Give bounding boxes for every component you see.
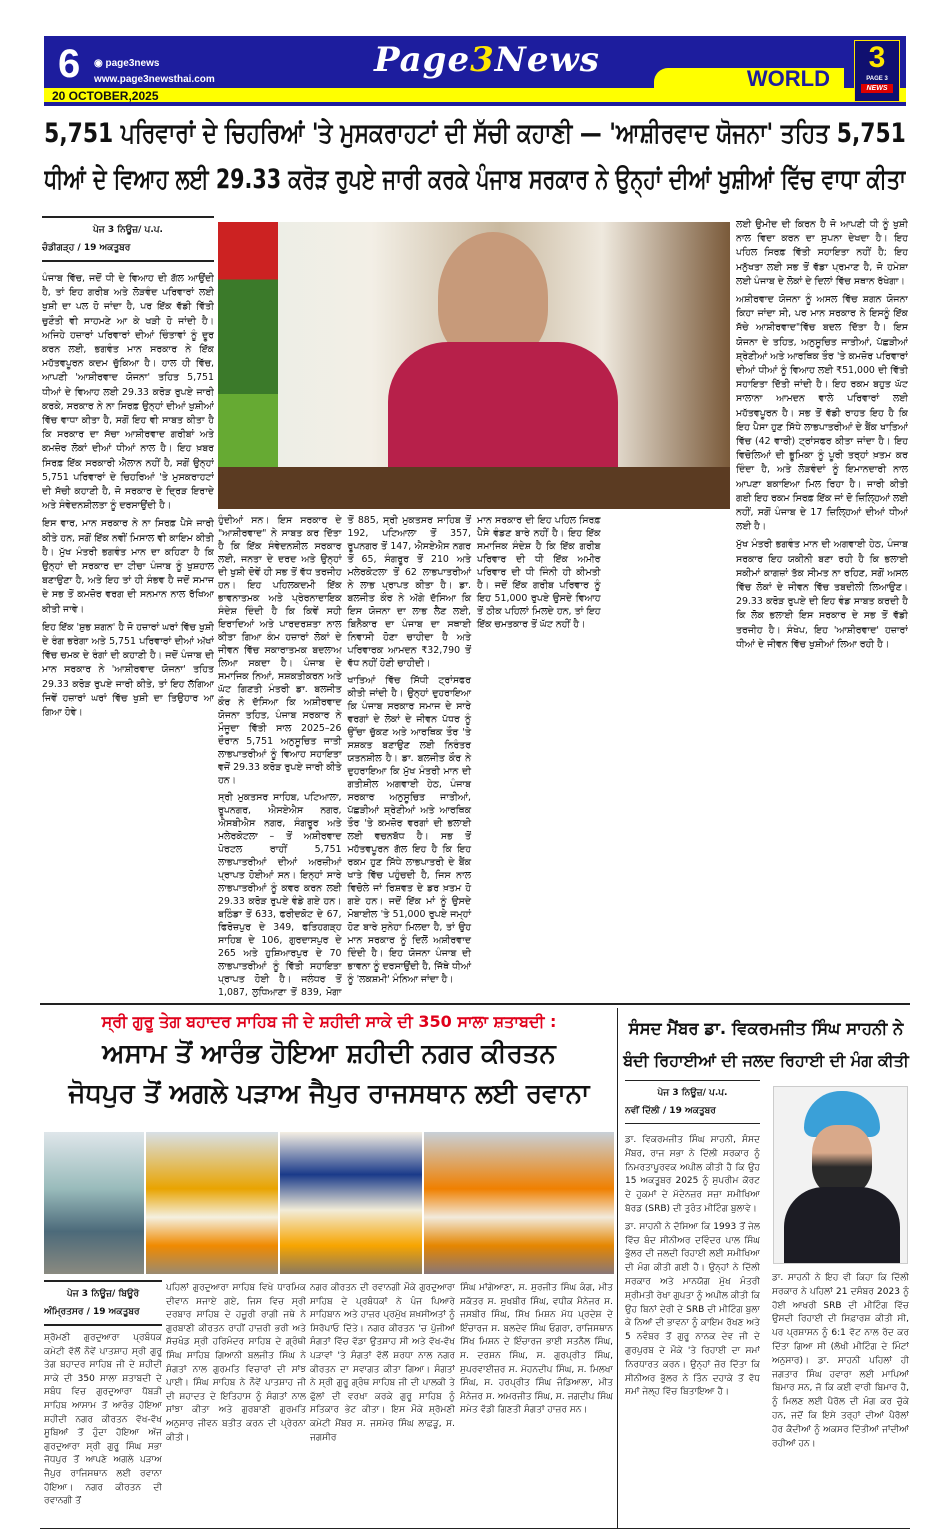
story2-headline-row-2 xyxy=(44,1076,614,1112)
paragraph: ਮੁੱਖ ਮੰਤਰੀ ਭਗਵੰਤ ਮਾਨ ਦੀ ਅਗਵਾਈ ਹੇਠ, ਪੰਜਾਬ ਸਰਕਾਰ ਇਹ ਯਕੀਨੀ ਬਣਾ ਰਹੀ ਹੈ ਕਿ ਭਲਾਈ ਸਕੀਮਾਂ ਕਾਗਜ਼ਾਂ ਤੱਕ ਸੀਮਤ ਨਾ ਰਹਿਣ, ਸਗੋਂ ਅਸਲ ਵਿੱਚ ਲੋਕਾਂ ਦੇ ਜੀਵਨ ਵਿੱਚ ਤਬਦੀਲੀ ਲਿਆਉਣ। 29.33 ਕਰੋੜ ਰੁਪਏ ਦੀ ਇਹ ਵੰਡ ਸਾਬਤ ਕਰਦੀ ਹੈ ਕਿ ਲੋਕ ਭਲਾਈ ਇਸ ਸਰਕਾਰ ਦੇ ਸਭ ਤੋਂ ਵੱਡੀ ਤਰਜੀਹ ਹੈ। ਸੰਖੇਪ, ਇਹ 'ਆਸ਼ੀਰਵਾਦ' ਹਜ਼ਾਰਾਂ ਧੀਆਂ ਦੇ ਜੀਵਨ ਵਿੱਚ ਖੁਸ਼ੀਆਂ ਲਿਆ ਰਹੀ ਹੈ। xyxy=(736,539,908,650)
story2-headline-line-2: ਜੋਧਪੁਰ ਤੋਂ ਅਗਲੇ ਪੜਾਅ ਜੈਪੁਰ ਰਾਜਸਥਾਨ ਲਈ ਰਵਾਨਾ xyxy=(68,1079,590,1109)
social-handle: ◉ page3news xyxy=(94,58,160,69)
byline-source: ਪੇਜ 3 ਨਿਊਜ਼/ ਬਿਊਰੋ xyxy=(66,1289,140,1299)
paragraph: ਨਗਰ ਕੀਰਤਨ ਦੀ ਰਵਾਨਗੀ ਮੌਕੇ ਗੁਰਦੁਆਰਾ ਸਾਹਿਬ ਦੇ ਪ੍ਰਬੰਧਕਾਂ ਨੇ ਪੰਜ ਪਿਆਰੇ ਸਾਹਿਬਾਨ ਅਤੇ ਹਾਜ਼ਰ ਪ੍ਰਮੁੱਖ ਸ਼ਖ਼ਸੀਅਤਾਂ ਨੂੰ ਸਿਰੋਪਾਓ ਦਿੱਤੇ। ਨਗਰ ਕੀਰਤਨ 'ਚ ਪੁੱਜੀਆਂ ਸੰਗਤਾਂ ਵਿੱਚ ਵੱਡਾ ਉਤਸ਼ਾਹ ਸੀ ਅਤੇ ਵੱਖ-ਵੱਖ ਪੜਾਵਾਂ 'ਤੇ ਸੰਗਤਾਂ ਵੱਲੋਂ ਸ਼ਰਧਾ ਨਾਲ ਨਗਰ ਕੀਰਤਨ ਦਾ ਸਵਾਗਤ ਕੀਤਾ ਗਿਆ। ਸੰਗਤਾਂ ਨੇ ਸ੍ਰੀ ਗੁਰੂ ਗ੍ਰੰਥ ਸਾਹਿਬ ਜੀ ਦੀ ਪਾਲਕੀ ਤੇ ਫੁੱਲਾਂ ਦੀ ਵਰਖਾ ਕਰਕੇ ਗੁਰੂ ਸਾਹਿਬ ਨੂੰ ਸਤਿਕਾਰ ਭੇਟ ਕੀਤਾ। ਇਸ ਮੌਕੇ ਸ਼੍ਰੋਮਣੀ ਕਮੇਟੀ ਮੈਂਬਰ ਸ. ਜਸਮੇਰ ਸਿੰਘ ਲਾਛੜੂ, ਸ. ਜਗਸੀਰ xyxy=(310,1283,455,1443)
main-article-columns-under-photo xyxy=(218,514,730,1000)
byline-place: ਚੰਡੀਗੜ੍ਹ / 19 ਅਕਤੂਬਰ xyxy=(42,243,131,253)
paragraph: ਹੁੰਦੀਆਂ ਸਨ। ਇਸ ਸਰਕਾਰ ਦੇ "ਆਸ਼ੀਰਵਾਦ" ਨੇ ਸਾਬਤ ਕਰ ਦਿੱਤਾ ਹੈ ਕਿ ਇੱਕ ਸੰਵੇਦਨਸ਼ੀਲ ਸਰਕਾਰ ਲਈ, ਜਨਤਾ ਦੇ ਦਰਦ ਅਤੇ ਉਨ੍ਹਾਂ ਦੀ ਖੁਸ਼ੀ ਦੋਵੇਂ ਹੀ ਸਭ ਤੋਂ ਵੱਧ ਤਰਜੀਹ ਹਨ। ਇਹ ਪਹਿਲਕਦਮੀ ਇੱਕ ਭਾਵਨਾਤਮਕ ਅਤੇ ਪ੍ਰੇਰਨਾਦਾਇਕ ਸੰਦੇਸ਼ ਦਿੰਦੀ ਹੈ ਕਿ ਕਿਵੇਂ ਸਹੀ ਇਰਾਦਿਆਂ ਅਤੇ ਪਾਰਦਰਸ਼ਤਾ ਨਾਲ ਕੀਤਾ ਗਿਆ ਕੰਮ ਹਜ਼ਾਰਾਂ ਲੋਕਾਂ ਦੇ ਜੀਵਨ ਵਿੱਚ ਸਕਾਰਾਤਮਕ ਬਦਲਾਅ ਲਿਆ ਸਕਦਾ ਹੈ। ਪੰਜਾਬ ਦੇ ਸਮਾਜਿਕ ਨਿਆਂ, ਸਸ਼ਕਤੀਕਰਨ ਅਤੇ ਘੱਟ ਗਿਣਤੀ ਮੰਤਰੀ ਡਾ. ਬਲਜੀਤ ਕੌਰ ਨੇ ਦੱਸਿਆ ਕਿ ਅਸ਼ੀਰਵਾਦ ਯੋਜਨਾ ਤਹਿਤ, ਪੰਜਾਬ ਸਰਕਾਰ ਨੇ ਮੌਜੂਦਾ ਵਿੱਤੀ ਸਾਲ 2025–26 ਦੌਰਾਨ 5,751 ਅਨੁਸੂਚਿਤ ਜਾਤੀ ਲਾਭਪਾਤਰੀਆਂ ਨੂੰ ਵਿਆਹ ਸਹਾਇਤਾ ਵਜੋਂ 29.33 ਕਰੋੜ ਰੁਪਏ ਜਾਰੀ ਕੀਤੇ ਹਨ। xyxy=(218,515,342,786)
page-bottom-rule xyxy=(40,1528,910,1529)
story2-column-1 xyxy=(44,1280,162,1526)
flowers-decor xyxy=(218,222,278,509)
desk xyxy=(218,467,730,509)
main-headline-row-1 xyxy=(44,112,906,156)
main-article-column-1 xyxy=(42,216,214,999)
byline-source: ਪੇਜ 3 ਨਿਊਜ਼/ ਪ.ਪ. xyxy=(657,1088,728,1098)
paragraph: ਇਹ ਇੱਕ 'ਸ਼ੁਭ ਸ਼ਗਨ' ਹੈ ਜੋ ਹਜ਼ਾਰਾਂ ਘਰਾਂ ਵਿੱਚ ਖੁਸ਼ੀ ਦੇ ਰੰਗ ਭਰੇਗਾ ਅਤੇ 5,751 ਪਰਿਵਾਰਾਂ ਦੀਆਂ ਅੱਖਾਂ ਵਿੱਚ ਚਮਕ ਦੇ ਰੰਗਾਂ ਦੀ ਕਹਾਣੀ ਹੈ। ਜਦੋਂ ਪੰਜਾਬ ਦੀ ਮਾਨ ਸਰਕਾਰ ਨੇ 'ਆਸ਼ੀਰਵਾਦ ਯੋਜਨਾ' ਤਹਿਤ 29.33 ਕਰੋੜ ਰੁਪਏ ਜਾਰੀ ਕੀਤੇ, ਤਾਂ ਇਹ ਲੱਗਿਆ ਜਿਵੇਂ ਹਜ਼ਾਰਾਂ ਘਰਾਂ ਵਿੱਚ ਖੁਸ਼ੀ ਦਾ ਤਿਉਹਾਰ ਆ ਗਿਆ ਹੋਵੇ। xyxy=(42,621,214,719)
badge-label: PAGE 3 xyxy=(866,76,888,82)
byline-place: ਅੰਮ੍ਰਿਤਸਰ / 19 ਅਕਤੂਬਰ xyxy=(44,1307,140,1317)
procession-photo-3 xyxy=(280,1132,422,1274)
minister-photo xyxy=(218,222,730,509)
jacket xyxy=(784,1187,900,1264)
byline xyxy=(42,216,214,262)
paragraph: ਪੰਜਾਬ ਵਿੱਚ, ਜਦੋਂ ਧੀ ਦੇ ਵਿਆਹ ਦੀ ਗੱਲ ਆਉਂਦੀ ਹੈ, ਤਾਂ ਇਹ ਗਰੀਬ ਅਤੇ ਲੋੜਵੰਦ ਪਰਿਵਾਰਾਂ ਲਈ ਖੁਸ਼ੀ ਦਾ ਪਲ ਹੋ ਜਾਂਦਾ ਹੈ, ਪਰ ਇੱਕ ਵੱਡੀ ਵਿੱਤੀ ਚੁਣੌਤੀ ਵੀ ਸਾਹਮਣੇ ਆ ਕੇ ਖੜੀ ਹੋ ਜਾਂਦੀ ਹੈ। ਅਜਿਹੇ ਹਜ਼ਾਰਾਂ ਪਰਿਵਾਰਾਂ ਦੀਆਂ ਚਿੰਤਾਵਾਂ ਨੂੰ ਦੂਰ ਕਰਨ ਲਈ, ਭਗਵੰਤ ਮਾਨ ਸਰਕਾਰ ਨੇ ਇੱਕ ਮਹੱਤਵਪੂਰਨ ਕਦਮ ਚੁੱਕਿਆ ਹੈ। ਹਾਲ ਹੀ ਵਿੱਚ, ਆਪਣੀ 'ਆਸ਼ੀਰਵਾਦ ਯੋਜਨਾ' ਤਹਿਤ 5,751 ਧੀਆਂ ਦੇ ਵਿਆਹ ਲਈ 29.33 ਕਰੋੜ ਰੁਪਏ ਜਾਰੀ ਕਰਕੇ, ਸਰਕਾਰ ਨੇ ਨਾ ਸਿਰਫ਼ ਉਨ੍ਹਾਂ ਦੀਆਂ ਖੁਸ਼ੀਆਂ ਵਿੱਚ ਵਾਧਾ ਕੀਤਾ ਹੈ, ਸਗੋਂ ਇਹ ਵੀ ਸਾਬਤ ਕੀਤਾ ਹੈ ਕਿ ਸਰਕਾਰ ਦਾ ਸੱਚਾ ਆਸ਼ੀਰਵਾਦ ਗਰੀਬਾਂ ਅਤੇ ਕਮਜ਼ੋਰ ਲੋਕਾਂ ਦੀਆਂ ਧੀਆਂ ਨਾਲ ਹੈ। ਇਹ ਖ਼ਬਰ ਸਿਰਫ਼ ਇੱਕ ਸਰਕਾਰੀ ਐਲਾਨ ਨਹੀਂ ਹੈ, ਸਗੋਂ ਉਨ੍ਹਾਂ 5,751 ਪਰਿਵਾਰਾਂ ਦੇ ਚਿਹਰਿਆਂ 'ਤੇ ਮੁਸਕਰਾਹਟਾਂ ਦੀ ਸੱਚੀ ਕਹਾਣੀ ਹੈ, ਜੋ ਸਰਕਾਰ ਦੇ ਦ੍ਰਿੜ ਇਰਾਦੇ ਅਤੇ ਸੰਵੇਦਨਸ਼ੀਲਤਾ ਨੂੰ ਦਰਸਾਉਂਦੀ ਹੈ। xyxy=(42,273,214,512)
paragraph: ਸ੍ਰੀ ਮੁਕਤਸਰ ਸਾਹਿਬ, ਪਟਿਆਲਾ, ਰੂਪਨਗਰ, ਐਸਏਐਸ ਨਗਰ, ਐਸਬੀਐਸ ਨਗਰ, ਸੰਗਰੂਰ ਅਤੇ ਮਲੇਰਕੋਟਲਾ – ਤੋਂ ਅਸ਼ੀਰਵਾਦ ਪੋਰਟਲ ਰਾਹੀਂ 5,751 ਲਾਭਪਾਤਰੀਆਂ ਦੀਆਂ ਅਰਜ਼ੀਆਂ ਪ੍ਰਾਪਤ ਹੋਈਆਂ ਸਨ। ਇਨ੍ਹਾਂ ਸਾਰੇ ਲਾਭਪਾਤਰੀਆਂ ਨੂੰ ਕਵਰ ਕਰਨ ਲਈ 29.33 ਕਰੋੜ ਰੁਪਏ ਵੰਡੇ ਗਏ ਹਨ। ਬਠਿੰਡਾ ਤੋਂ 633, ਫਰੀਦਕੋਟ ਦੇ 67, ਫਿਰੋਜ਼ਪੁਰ ਦੇ 349, ਫਤਿਹਗੜ੍ਹ ਸਾਹਿਬ ਦੇ 106, ਗੁਰਦਾਸਪੁਰ ਦੇ 265 ਅਤੇ ਹੁਸ਼ਿਆਰਪੁਰ ਦੇ 70 ਲਾਭਪਾਤਰੀਆਂ ਨੂੰ ਵਿੱਤੀ ਸਹਾਇਤਾ ਪ੍ਰਾਪਤ ਹੋਈ ਹੈ। ਜਲੰਧਰ ਤੋਂ 1,087, ਲੁਧਿਆਣਾ ਤੋਂ 839, ਮੋਗਾ ਤੋਂ 885, ਸ੍ਰੀ ਮੁਕਤਸਰ ਸਾਹਿਬ ਤੋਂ 192, ਪਟਿਆਲਾ ਤੋਂ 357, ਰੂਪਨਗਰ ਤੋਂ 147, ਐਸਏਐਸ ਨਗਰ ਤੋਂ 65, ਸੰਗਰੂਰ ਤੋਂ 210 ਅਤੇ ਮਲੇਰਕੋਟਲਾ ਤੋਂ 62 ਲਾਭਪਾਤਰੀਆਂ ਨੇ ਲਾਭ ਪ੍ਰਾਪਤ ਕੀਤਾ ਹੈ। ਡਾ. ਬਲਜੀਤ ਕੌਰ ਨੇ ਅੱਗੇ ਦੱਸਿਆ ਕਿ ਇਸ ਯੋਜਨਾ ਦਾ ਲਾਭ ਲੈਣ ਲਈ, ਬਿਨੈਕਾਰ ਦਾ ਪੰਜਾਬ ਦਾ ਸਥਾਈ ਨਿਵਾਸੀ ਹੋਣਾ ਚਾਹੀਦਾ ਹੈ ਅਤੇ ਪਰਿਵਾਰਕ ਆਮਦਨ ₹32,790 ਤੋਂ ਵੱਧ ਨਹੀਂ ਹੋਣੀ ਚਾਹੀਦੀ। xyxy=(218,515,471,998)
story3-column-2 xyxy=(772,1272,909,1526)
badge-number: 3 xyxy=(868,41,886,74)
paragraph: ਡਾ. ਸਾਹਨੀ ਨੇ ਇਹ ਵੀ ਕਿਹਾ ਕਿ ਦਿੱਲੀ ਸਰਕਾਰ ਨੇ ਪਹਿਲਾਂ 21 ਦਸੰਬਰ 2023 ਨੂੰ ਹੋਈ ਆਖਰੀ SRB ਦੀ ਮੀਟਿੰਗ ਵਿੱਚ ਉਸਦੀ ਰਿਹਾਈ ਦੀ ਸਿਫ਼ਾਰਸ਼ ਕੀਤੀ ਸੀ, ਪਰ ਪ੍ਰਸ਼ਾਸਨ ਨੂੰ 6:1 ਵੋਟ ਨਾਲ ਰੱਦ ਕਰ ਦਿੱਤਾ ਗਿਆ ਸੀ (ਲੱਖੀ ਮੀਟਿੰਗ ਦੇ ਮਿੰਟਾਂ ਅਨੁਸਾਰ)। ਡਾ. ਸਾਹਨੀ ਪਹਿਲਾਂ ਹੀ ਜਗਤਾਰ ਸਿੰਘ ਹਵਾਰਾ ਲਈ ਮਾਪਿਆਂ ਬਿਮਾਰ ਸਨ, ਜੋ ਕਿ ਕਈ ਵਾਰੀ ਬਿਮਾਰ ਹੈ, ਨੂੰ ਮਿਲਣ ਲਈ ਪੈਰੋਲ ਦੀ ਮੰਗ ਕਰ ਚੁੱਕੇ ਹਨ, ਜਦੋਂ ਕਿ ਇਸੇ ਤਰ੍ਹਾਂ ਦੀਆਂ ਪੈਰੋਲਾਂ ਹੋਰ ਕੈਦੀਆਂ ਨੂੰ ਅਕਸਰ ਦਿੱਤੀਆਂ ਜਾਂਦੀਆਂ ਰਹੀਆਂ ਹਨ। xyxy=(772,1273,909,1449)
section-label: WORLD xyxy=(746,66,830,91)
paragraph: ਮਾਨ ਸਰਕਾਰ ਦੀ ਇਹ ਪਹਿਲ ਸਿਰਫ਼ ਪੈਸੇ ਵੰਡਣ ਬਾਰੇ ਨਹੀਂ ਹੈ। ਇਹ ਇੱਕ ਸਮਾਜਿਕ ਸੰਦੇਸ਼ ਹੈ ਕਿ ਇੱਕ ਗਰੀਬ ਪਰਿਵਾਰ ਦੀ ਧੀ ਇੱਕ ਅਮੀਰ ਪਰਿਵਾਰ ਦੀ ਧੀ ਜਿੰਨੀ ਹੀ ਕੀਮਤੀ ਹੈ। ਜਦੋਂ ਇੱਕ ਗਰੀਬ ਪਰਿਵਾਰ ਨੂੰ ਇਹ 51,000 ਰੁਪਏ ਉਸਦੇ ਵਿਆਹ ਤੋਂ ਠੀਕ ਪਹਿਲਾਂ ਮਿਲਦੇ ਹਨ, ਤਾਂ ਇਹ ਇੱਕ ਚਮਤਕਾਰ ਤੋਂ ਘੱਟ ਨਹੀਂ ਹੈ। xyxy=(477,515,601,630)
procession-photo-2 xyxy=(146,1132,278,1274)
story2-column-2 xyxy=(166,1282,306,1526)
byline-place: ਨਵੀਂ ਦਿੱਲੀ / 19 ਅਕਤੂਬਰ xyxy=(625,1106,716,1116)
paragraph: ਇਸ ਵਾਰ, ਮਾਨ ਸਰਕਾਰ ਨੇ ਨਾ ਸਿਰਫ਼ ਪੈਸੇ ਜਾਰੀ ਕੀਤੇ ਹਨ, ਸਗੋਂ ਇੱਕ ਨਵੀਂ ਮਿਸਾਲ ਵੀ ਕਾਇਮ ਕੀਤੀ ਹੈ। ਮੁੱਖ ਮੰਤਰੀ ਭਗਵੰਤ ਮਾਨ ਦਾ ਕਹਿਣਾ ਹੈ ਕਿ ਉਨ੍ਹਾਂ ਦੀ ਸਰਕਾਰ ਦਾ ਟੀਚਾ ਪੰਜਾਬ ਨੂੰ ਖੁਸ਼ਹਾਲ ਬਣਾਉਣਾ ਹੈ, ਅਤੇ ਇਹ ਤਾਂ ਹੀ ਸੰਭਵ ਹੈ ਜਦੋਂ ਸਮਾਜ ਦੇ ਸਭ ਤੋਂ ਕਮਜ਼ੋਰ ਵਰਗ ਦੀ ਸਨਮਾਨ ਨਾਲ ਰੱਖਿਆ ਕੀਤੀ ਜਾਵੇ। xyxy=(42,518,214,615)
paragraph: ਸਿੰਘ ਮਾਂਗੇਆਣਾ, ਸ. ਸੁਰਜੀਤ ਸਿੰਘ ਕੰਗ, ਮੀਤ ਸਕੱਤਰ ਸ. ਸੁਖਬੀਰ ਸਿੰਘ, ਵਧੀਕ ਮੈਨੇਜਰ ਸ. ਜਸਬੀਰ ਸਿੰਘ, ਸਿੱਖ ਮਿਸ਼ਨ ਮੱਧ ਪ੍ਰਦੇਸ਼ ਦੇ ਇੰਚਾਰਜ ਸ. ਬਲਦੇਵ ਸਿੰਘ ਓਗਰਾ, ਰਾਜਿਸਥਾਨ ਸਿੱਖ ਮਿਸ਼ਨ ਦੇ ਇੰਚਾਰਜ ਭਾਈ ਸਤਨੈਲ ਸਿੰਘ, ਸ. ਦਰਸ਼ਨ ਸਿੰਘ, ਸ. ਗੁਰਪ੍ਰੀਤ ਸਿੰਘ, ਸੁਪਰਵਾਈਜ਼ਰ ਸ. ਮੋਹਨਦੀਪ ਸਿੰਘ, ਸ. ਮਿਲਖਾ ਸਿੰਘ, ਸ. ਹਰਪ੍ਰੀਤ ਸਿੰਘ ਜੰਡਿਆਲਾ, ਮੀਤ ਮੈਨੇਜਰ ਸ. ਅਮਰਜੀਤ ਸਿੰਘ, ਸ. ਜਗਦੀਪ ਸਿੰਘ ਸਮੇਤ ਵੱਡੀ ਗਿਣਤੀ ਸੰਗਤਾਂ ਹਾਜ਼ਰ ਸਨ। xyxy=(460,1283,613,1416)
website-link[interactable]: www.page3newsthai.com xyxy=(94,74,215,85)
story2-byline xyxy=(44,1280,162,1326)
page3-badge-logo xyxy=(854,40,900,102)
story3-column-1 xyxy=(625,1080,760,1526)
story2-headline-row-1 xyxy=(44,1036,614,1072)
story2-headline-line-1: ਅਸਾਮ ਤੋਂ ਆਰੰਭ ਹੋਇਆ ਸ਼ਹੀਦੀ ਨਗਰ ਕੀਰਤਨ xyxy=(102,1039,556,1069)
story3-byline xyxy=(625,1080,760,1124)
logo-number: 3 xyxy=(470,40,495,80)
main-headline-line-1: 5,751 ਪਰਿਵਾਰਾਂ ਦੇ ਚਿਹਰਿਆਂ 'ਤੇ ਮੁਸਕਰਾਹਟਾਂ ਦੀ ਸੱਚੀ ਕਹਾਣੀ — 'ਆਸ਼ੀਰਵਾਦ ਯੋਜਨਾ' ਤਹਿਤ 5,751 xyxy=(44,118,906,149)
badge-news: NEWS xyxy=(861,84,893,93)
logo-part: Page xyxy=(374,40,471,80)
paragraph: ਪਹਿਲਾਂ ਗੁਰਦੁਆਰਾ ਸਾਹਿਬ ਵਿਖੇ ਧਾਰਮਿਕ ਦੀਵਾਨ ਸਜਾਏ ਗਏ, ਜਿਸ ਵਿਚ ਸ੍ਰੀ ਦਰਬਾਰ ਸਾਹਿਬ ਦੇ ਹਜ਼ੂਰੀ ਰਾਗੀ ਜਥੇ ਨੇ ਗੁਰਬਾਣੀ ਕੀਰਤਨ ਰਾਹੀਂ ਹਾਜ਼ਰੀ ਭਰੀ ਅਤੇ ਸੱਚਖੰਡ ਸ੍ਰੀ ਹਰਿਮੰਦਰ ਸਾਹਿਬ ਦੇ ਗ੍ਰੰਥੀ ਸਿੰਘ ਸਾਹਿਬ ਗਿਆਨੀ ਬਲਜੀਤ ਸਿੰਘ ਨੇ ਸੰਗਤਾਂ ਨਾਲ ਗੁਰਮਤਿ ਵਿਚਾਰਾਂ ਦੀ ਸਾਂਝ ਪਾਈ। ਸਿੰਘ ਸਾਹਿਬ ਨੇ ਨੌਵੇਂ ਪਾਤਸ਼ਾਹ ਜੀ ਦੀ ਸ਼ਹਾਦਤ ਦੇ ਇਤਿਹਾਸ ਨੂੰ ਸੰਗਤਾਂ ਨਾਲ ਸਾਂਝਾ ਕੀਤਾ ਅਤੇ ਗੁਰਬਾਣੀ ਗੁਰਮਤਿ ਅਨੁਸਾਰ ਜੀਵਨ ਬਤੀਤ ਕਰਨ ਦੀ ਪ੍ਰੇਰਨਾ ਕੀਤੀ। xyxy=(166,1283,306,1443)
paragraph: ਅਸ਼ੀਰਵਾਦ ਯੋਜਨਾ ਨੂੰ ਅਸਲ ਵਿੱਚ ਸ਼ਗਨ ਯੋਜਨਾ ਕਿਹਾ ਜਾਂਦਾ ਸੀ, ਪਰ ਮਾਨ ਸਰਕਾਰ ਨੇ ਇਸਨੂੰ ਇੱਕ ਸੱਚੇ ਆਸ਼ੀਰਵਾਦ"ਵਿੱਚ ਬਦਲ ਦਿੱਤਾ ਹੈ। ਇਸ ਯੋਜਨਾ ਦੇ ਤਹਿਤ, ਅਨੁਸੂਚਿਤ ਜਾਤੀਆਂ, ਪੱਛੜੀਆਂ ਸ਼੍ਰੇਣੀਆਂ ਅਤੇ ਆਰਥਿਕ ਤੌਰ 'ਤੇ ਕਮਜ਼ੋਰ ਪਰਿਵਾਰਾਂ ਦੀਆਂ ਧੀਆਂ ਨੂੰ ਵਿਆਹ ਲਈ ₹51,000 ਦੀ ਵਿੱਤੀ ਸਹਾਇਤਾ ਦਿੱਤੀ ਜਾਂਦੀ ਹੈ। ਇਹ ਰਕਮ ਬਹੁਤ ਘੱਟ ਸਾਲਾਨਾ ਆਮਦਨ ਵਾਲੇ ਪਰਿਵਾਰਾਂ ਲਈ ਮਹੱਤਵਪੂਰਨ ਹੈ। ਸਭ ਤੋਂ ਵੱਡੀ ਰਾਹਤ ਇਹ ਹੈ ਕਿ ਇਹ ਪੈਸਾ ਹੁਣ ਸਿੱਧੇ ਲਾਭਪਾਤਰੀਆਂ ਦੇ ਬੈਂਕ ਖਾਤਿਆਂ ਵਿੱਚ (42 ਵਾਰੀ) ਟ੍ਰਾਂਸਫਰ ਕੀਤਾ ਜਾਂਦਾ ਹੈ। ਇਹ ਵਿਚੋਲਿਆਂ ਦੀ ਭੂਮਿਕਾ ਨੂੰ ਪੂਰੀ ਤਰ੍ਹਾਂ ਖ਼ਤਮ ਕਰ ਦਿੰਦਾ ਹੈ, ਅਤੇ ਲੋੜਵੰਦਾਂ ਨੂੰ ਇਮਾਨਦਾਰੀ ਨਾਲ ਆਪਣਾ ਬਕਾਇਆ ਮਿਲ ਰਿਹਾ ਹੈ। ਜਾਰੀ ਕੀਤੀ ਗਈ ਇਹ ਰਕਮ ਸਿਰਫ਼ ਇੱਕ ਜਾਂ ਦੋ ਜ਼ਿਲ੍ਹਿਆਂ ਲਈ ਨਹੀਂ, ਸਗੋਂ ਪੰਜਾਬ ਦੇ 17 ਜ਼ਿਲ੍ਹਿਆਂ ਦੀਆਂ ਧੀਆਂ ਲਈ ਹੈ। xyxy=(736,294,908,533)
procession-photo-1 xyxy=(44,1132,144,1274)
procession-photo-4 xyxy=(424,1132,614,1274)
paragraph: ਸ਼੍ਰੋਮਣੀ ਗੁਰਦੁਆਰਾ ਪ੍ਰਬੰਧਕ ਕਮੇਟੀ ਵੱਲੋਂ ਨੌਵੇਂ ਪਾਤਸ਼ਾਹ ਸ੍ਰੀ ਗੁਰੂ ਤੇਗ ਬਹਾਦਰ ਸਾਹਿਬ ਜੀ ਦੇ ਸ਼ਹੀਦੀ ਸਾਕੇ ਦੀ 350 ਸਾਲਾ ਸ਼ਤਾਬਦੀ ਦੇ ਸਬੰਧ ਵਿਚ ਗੁਰਦੁਆਰਾ ਧੋਬੜੀ ਸਾਹਿਬ ਆਸਾਮ ਤੋਂ ਆਰੰਭ ਹੋਇਆ ਸ਼ਹੀਦੀ ਨਗਰ ਕੀਰਤਨ ਵੱਖ-ਵੱਖ ਸੂਬਿਆਂ ਤੋਂ ਹੁੰਦਾ ਹੋਇਆ ਅੱਜ ਗੁਰਦੁਆਰਾ ਸ੍ਰੀ ਗੁਰੂ ਸਿੰਘ ਸਭਾ ਜੋਧਪੁਰ ਤੋਂ ਆਪਣੇ ਅਗਲੇ ਪੜਾਅ ਜੈਪੁਰ ਰਾਜਿਸਥਾਨ ਲਈ ਰਵਾਨਾ ਹੋਇਆ। ਨਗਰ ਕੀਰਤਨ ਦੀ ਰਵਾਨਗੀ ਤੋਂ xyxy=(44,1333,162,1507)
page-number: 6 xyxy=(58,42,81,86)
story2-column-4 xyxy=(460,1282,613,1526)
paragraph: ਖਾਤਿਆਂ ਵਿੱਚ ਸਿੱਧੀ ਟ੍ਰਾਂਸਫਰ ਕੀਤੀ ਜਾਂਦੀ ਹੈ। ਉਨ੍ਹਾਂ ਦੁਹਰਾਇਆ ਕਿ ਪੰਜਾਬ ਸਰਕਾਰ ਸਮਾਜ ਦੇ ਸਾਰੇ ਵਰਗਾਂ ਦੇ ਲੋਕਾਂ ਦੇ ਜੀਵਨ ਪੱਧਰ ਨੂੰ ਉੱਚਾ ਚੁੱਕਣ ਅਤੇ ਆਰਥਿਕ ਤੌਰ 'ਤੇ ਸਸ਼ਕਤ ਬਣਾਉਣ ਲਈ ਨਿਰੰਤਰ ਯਤਨਸ਼ੀਲ ਹੈ। ਡਾ. ਬਲਜੀਤ ਕੌਰ ਨੇ ਦੁਹਰਾਇਆ ਕਿ ਮੁੱਖ ਮੰਤਰੀ ਮਾਨ ਦੀ ਗਤੀਸ਼ੀਲ ਅਗਵਾਈ ਹੇਠ, ਪੰਜਾਬ ਸਰਕਾਰ ਅਨੁਸੂਚਿਤ ਜਾਤੀਆਂ, ਪੱਛੜੀਆਂ ਸ਼੍ਰੇਣੀਆਂ ਅਤੇ ਆਰਥਿਕ ਤੌਰ 'ਤੇ ਕਮਜ਼ੋਰ ਵਰਗਾਂ ਦੀ ਭਲਾਈ ਲਈ ਵਚਨਬੱਧ ਹੈ। ਸਭ ਤੋਂ ਮਹੱਤਵਪੂਰਨ ਗੱਲ ਇਹ ਹੈ ਕਿ ਇਹ ਰਕਮ ਹੁਣ ਸਿੱਧੇ ਲਾਭਪਾਤਰੀ ਦੇ ਬੈਂਕ ਖਾਤੇ ਵਿੱਚ ਪਹੁੰਚਦੀ ਹੈ, ਜਿਸ ਨਾਲ ਵਿਚੋਲੇ ਜਾਂ ਰਿਸ਼ਵਤ ਦੇ ਡਰ ਖ਼ਤਮ ਹੋ ਗਏ ਹਨ। ਜਦੋਂ ਇੱਕ ਮਾਂ ਨੂੰ ਉਸਦੇ ਮੋਬਾਈਲ 'ਤੇ 51,000 ਰੁਪਏ ਜਮ੍ਹਾਂ ਹੋਣ ਬਾਰੇ ਸੁਨੇਹਾ ਮਿਲਦਾ ਹੈ, ਤਾਂ ਉਹ ਮਾਨ ਸਰਕਾਰ ਨੂੰ ਦਿਲੋਂ ਅਸ਼ੀਰਵਾਦ ਦਿੰਦੀ ਹੈ। ਇਹ ਯੋਜਨਾ ਪੰਜਾਬ ਦੀ ਭਾਵਨਾ ਨੂੰ ਦਰਸਾਉਂਦੀ ਹੈ, ਜਿੱਥੇ ਧੀਆਂ ਨੂੰ 'ਲਕਸ਼ਮੀ' ਮੰਨਿਆ ਜਾਂਦਾ ਹੈ। xyxy=(347,675,471,985)
social-handle-text: page3news xyxy=(105,58,160,69)
story2-kicker: ਸ੍ਰੀ ਗੁਰੂ ਤੇਗ ਬਹਾਦਰ ਸਾਹਿਬ ਜੀ ਦੇ ਸ਼ਹੀਦੀ ਸਾਕੇ ਦੀ 350 ਸਾਲਾ ਸ਼ਤਾਬਦੀ : xyxy=(101,1012,557,1031)
section-divider xyxy=(40,1003,910,1005)
mp-portrait-photo xyxy=(773,1086,908,1264)
issue-date: 20 OCTOBER,2025 xyxy=(52,89,159,103)
story3-headline-row-2 xyxy=(622,1046,910,1076)
newspaper-logo xyxy=(374,40,600,80)
paragraph: ਲਈ ਉਮੀਦ ਦੀ ਕਿਰਨ ਹੈ ਜੋ ਆਪਣੀ ਧੀ ਨੂੰ ਖੁਸ਼ੀ ਨਾਲ ਵਿਦਾ ਕਰਨ ਦਾ ਸੁਪਨਾ ਦੇਖਦਾ ਹੈ। ਇਹ ਪਹਿਲ ਸਿਰਫ਼ ਵਿੱਤੀ ਸਹਾਇਤਾ ਨਹੀਂ ਹੈ; ਇਹ ਮਨੁੱਖਤਾ ਲਈ ਸਭ ਤੋਂ ਵੱਡਾ ਪ੍ਰਮਾਣ ਹੈ, ਜੋ ਹਮੇਸ਼ਾ ਲਈ ਪੰਜਾਬ ਦੇ ਲੋਕਾਂ ਦੇ ਦਿਲਾਂ ਵਿੱਚ ਸਥਾਨ ਰੱਖੇਗਾ। xyxy=(736,219,908,287)
main-headline-line-2: ਧੀਆਂ ਦੇ ਵਿਆਹ ਲਈ 29.33 ਕਰੋੜ ਰੁਪਏ ਜਾਰੀ ਕਰਕੇ ਪੰਜਾਬ ਸਰਕਾਰ ਨੇ ਉਨ੍ਹਾਂ ਦੀਆਂ ਖੁਸ਼ੀਆਂ ਵਿੱਚ ਵਾਧਾ ਕੀਤਾ xyxy=(44,164,906,195)
story3-headline-row-1 xyxy=(622,1014,910,1044)
byline-source: ਪੇਜ 3 ਨਿਊਜ਼/ ਪ.ਪ. xyxy=(93,225,163,235)
masthead xyxy=(44,36,906,106)
story3-headline-line-1: ਸੰਸਦ ਮੈਂਬਰ ਡਾ. ਵਿਕਰਮਜੀਤ ਸਿੰਘ ਸਾਹਨੀ ਨੇ xyxy=(628,1019,904,1038)
main-headline-row-2 xyxy=(44,158,906,202)
story2-column-3 xyxy=(310,1282,455,1526)
main-article-column-right xyxy=(736,218,908,1000)
paragraph: ਡਾ. ਵਿਕਰਮਜੀਤ ਸਿੰਘ ਸਾਹਨੀ, ਸੰਸਦ ਮੈਂਬਰ, ਰਾਜ ਸਭਾ ਨੇ ਦਿੱਲੀ ਸਰਕਾਰ ਨੂੰ ਨਿਮਰਤਾਪੂਰਵਕ ਅਪੀਲ ਕੀਤੀ ਹੈ ਕਿ ਉਹ 15 ਅਕਤੂਬਰ 2025 ਨੂੰ ਸੁਪਰੀਮ ਕੋਰਟ ਦੇ ਹੁਕਮਾਂ ਦੇ ਮੱਦੇਨਜ਼ਰ ਸਜ਼ਾ ਸਮੀਖਿਆ ਬੋਰਡ (SRB) ਦੀ ਤੁਰੰਤ ਮੀਟਿੰਗ ਬੁਲਾਵੇ। xyxy=(625,1135,760,1214)
paragraph: ਡਾ. ਸਾਹਨੀ ਨੇ ਦੱਸਿਆ ਕਿ 1993 ਤੋਂ ਜੇਲ ਵਿੱਚ ਬੰਦ ਸੀਨੀਅਰ ਦਵਿੰਦਰ ਪਾਲ ਸਿੰਘ ਭੁੱਲਰ ਦੀ ਜਲਦੀ ਰਿਹਾਈ ਲਈ ਸਮੀਖਿਆ ਦੀ ਮੰਗ ਕੀਤੀ ਗਈ ਹੈ। ਉਨ੍ਹਾਂ ਨੇ ਦਿੱਲੀ ਸਰਕਾਰ ਅਤੇ ਮਾਨਯੋਗ ਮੁੱਖ ਮੰਤਰੀ ਸ਼੍ਰੀਮਤੀ ਰੇਖਾ ਗੁਪਤਾ ਨੂੰ ਅਪੀਲ ਕੀਤੀ ਕਿ ਉਹ ਬਿਨਾਂ ਦੇਰੀ ਦੇ SRB ਦੀ ਮੀਟਿੰਗ ਬੁਲਾ ਕੇ ਨਿਆਂ ਦੀ ਭਾਵਨਾ ਨੂੰ ਕਾਇਮ ਰੱਖਣ ਅਤੇ 5 ਨਵੰਬਰ ਤੋਂ ਗੁਰੂ ਨਾਨਕ ਦੇਵ ਜੀ ਦੇ ਗੁਰਪੁਰਬ ਦੇ ਮੌਕੇ 'ਤੇ ਰਿਹਾਈ ਦਾ ਸਮਾਂ ਨਿਰਧਾਰਤ ਕਰਨ। ਉਨ੍ਹਾਂ ਜ਼ੋਰ ਦਿੱਤਾ ਕਿ ਸੀਨੀਅਰ ਭੁੱਲਰ ਨੇ ਤਿੰਨ ਦਹਾਕੇ ਤੋਂ ਵੱਧ ਸਮਾਂ ਜੇਲ੍ਹ ਵਿੱਚ ਬਿਤਾਇਆ ਹੈ। xyxy=(625,1221,760,1398)
face xyxy=(812,1125,872,1195)
story2-kicker-row xyxy=(44,1010,614,1034)
column-divider xyxy=(617,1008,618,1528)
story3-headline-line-2: ਬੰਦੀ ਰਿਹਾਈਆਂ ਦੀ ਜਲਦ ਰਿਹਾਈ ਦੀ ਮੰਗ ਕੀਤੀ xyxy=(623,1051,909,1070)
logo-part: News xyxy=(494,40,600,80)
